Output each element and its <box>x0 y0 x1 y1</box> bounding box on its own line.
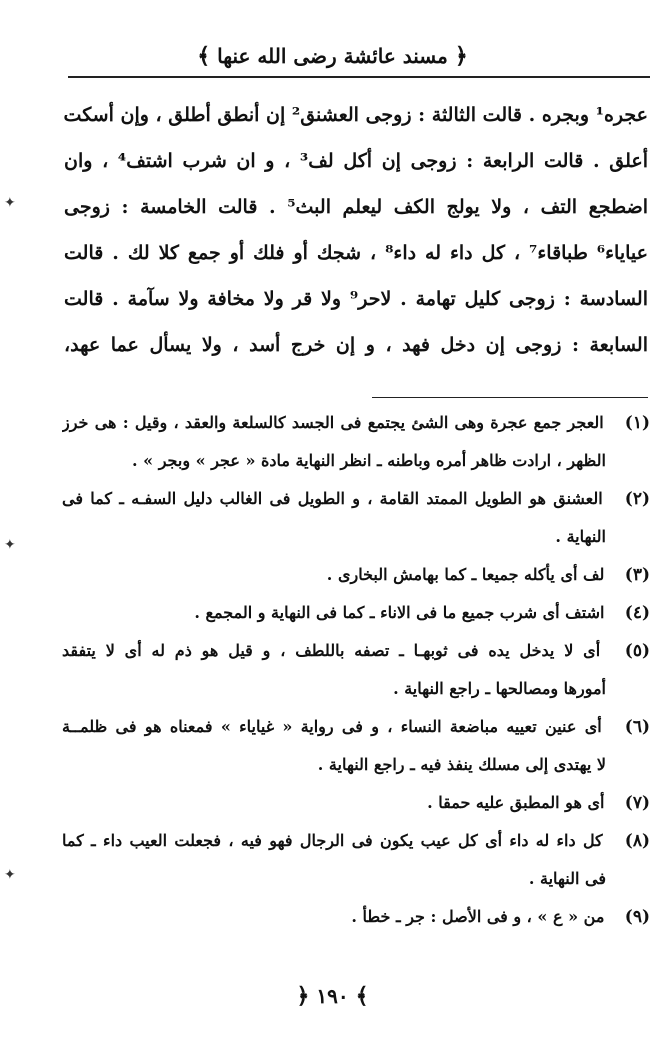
page-number-footer <box>0 978 665 1014</box>
footnote-number: (٤) <box>624 603 650 623</box>
footnote-line <box>62 898 650 936</box>
header-title: مسند عائشة رضى الله عنها <box>217 44 448 68</box>
footnote-text: النهاية . <box>555 527 606 546</box>
footnote-number: (٨) <box>624 831 650 851</box>
footnote-number: (٧) <box>624 793 650 813</box>
main-line: عياياء⁶ طباقاء⁷ ، كل داء له داء⁸ ، شجك أو فلك أو جمع كلا لك . قالت <box>64 242 648 264</box>
page-number: ١٩٠ <box>316 984 349 1008</box>
footnote-text: كل داء له داء أى كل عيب يكون فى الرجال فهو فيه ، فجعلت العيب داء ـ كما <box>62 831 603 850</box>
main-line: اضطجع التف ، ولا يولج الكف ليعلم البث⁵ . قالت الخامسة : زوجى <box>64 196 648 218</box>
footnote-number: (١) <box>624 413 650 433</box>
footnote-text: من « ع » ، و فى الأصل : جر ـ خطأ . <box>351 907 605 926</box>
footnote-text: الظهر ، ارادت ظاهر أمره وباطنه ـ انظر النهاية مادة « عجر » وبجر » . <box>132 451 606 470</box>
footnote-number: (٢) <box>624 489 650 509</box>
footnote-text: اشتف أى شرب جميع ما فى الاناء ـ كما فى النهاية و المجمع . <box>194 603 605 622</box>
footnote-line <box>62 518 650 556</box>
footnote-text: أى هو المطبق عليه حمقا . <box>427 793 605 812</box>
main-line: أعلق . قالت الرابعة : زوجى إن أكل لف³ ، و ان شرب اشتف⁴ ، وان <box>64 150 648 172</box>
main-text <box>64 92 648 368</box>
footnote-line <box>62 784 650 822</box>
footnote-number: (٣) <box>624 565 650 585</box>
footnotes <box>62 404 650 936</box>
footnote-text: أمورها ومصالحها ـ راجع النهاية . <box>393 679 606 698</box>
footnote-number: (٩) <box>624 907 650 927</box>
footnote-line <box>62 632 650 670</box>
main-line: السابعة : زوجى إن دخل فهد ، و إن خرج أسد ، ولا يسأل عما عهد، <box>64 334 648 356</box>
footnote-text: لا يهتدى إلى مسلك ينفذ فيه ـ راجع النهاية . <box>317 755 606 774</box>
footer-brace-open: ﴿ <box>296 983 310 1009</box>
footnote-line <box>62 594 650 632</box>
footnote-line <box>62 860 650 898</box>
header-brace-close: ﴾ <box>197 43 211 69</box>
footnote-text: أى لا يدخل يده فى ثوبهـا ـ تصفه باللطف ، و قيل هو ذم له أى لا يتفقد <box>62 641 601 660</box>
margin-mark: ✦ <box>4 867 16 883</box>
footnote-text: لف أى يأكله جميعا ـ كما بهامش البخارى . <box>326 565 605 584</box>
footnote-line <box>62 670 650 708</box>
footnote-number: (٦) <box>624 717 650 737</box>
footnote-line <box>62 404 650 442</box>
footnote-line <box>62 480 650 518</box>
margin-mark: ✦ <box>4 195 16 211</box>
running-header <box>0 36 665 76</box>
header-title-group <box>197 43 467 69</box>
footnote-number: (٥) <box>624 641 650 661</box>
footnote-text: أى عنين تعييه مباضعة النساء ، و فى رواية « غياياء » فمعناه هو فى ظلمــة <box>62 717 602 736</box>
footnote-line <box>62 746 650 784</box>
header-rule <box>68 76 650 78</box>
footnote-text: العجر جمع عجرة وهى الشئ يجتمع فى الجسد كالسلعة والعقد ، وقيل : هى خرز <box>62 413 604 432</box>
footnote-text: فى النهاية . <box>528 869 606 888</box>
footer-brace-close: ﴾ <box>355 983 369 1009</box>
footnote-line <box>62 556 650 594</box>
footnote-separator <box>372 397 648 398</box>
header-brace-open: ﴿ <box>454 43 468 69</box>
footnote-line <box>62 442 650 480</box>
footnote-line <box>62 822 650 860</box>
footnote-line <box>62 708 650 746</box>
main-line: السادسة : زوجى كليل تهامة . لاحر⁹ ولا قر ولا مخافة ولا سآمة . قالت <box>64 288 648 310</box>
footnote-text: العشنق هو الطويل الممتد القامة ، و الطويل فى الغالب دليل السفـه ـ كما فى <box>62 489 603 508</box>
main-line: عجره¹ وبجره . قالت الثالثة : زوجى العشنق² إن أنطق أطلق ، وإن أسكت <box>64 104 648 126</box>
margin-mark: ✦ <box>4 537 16 553</box>
